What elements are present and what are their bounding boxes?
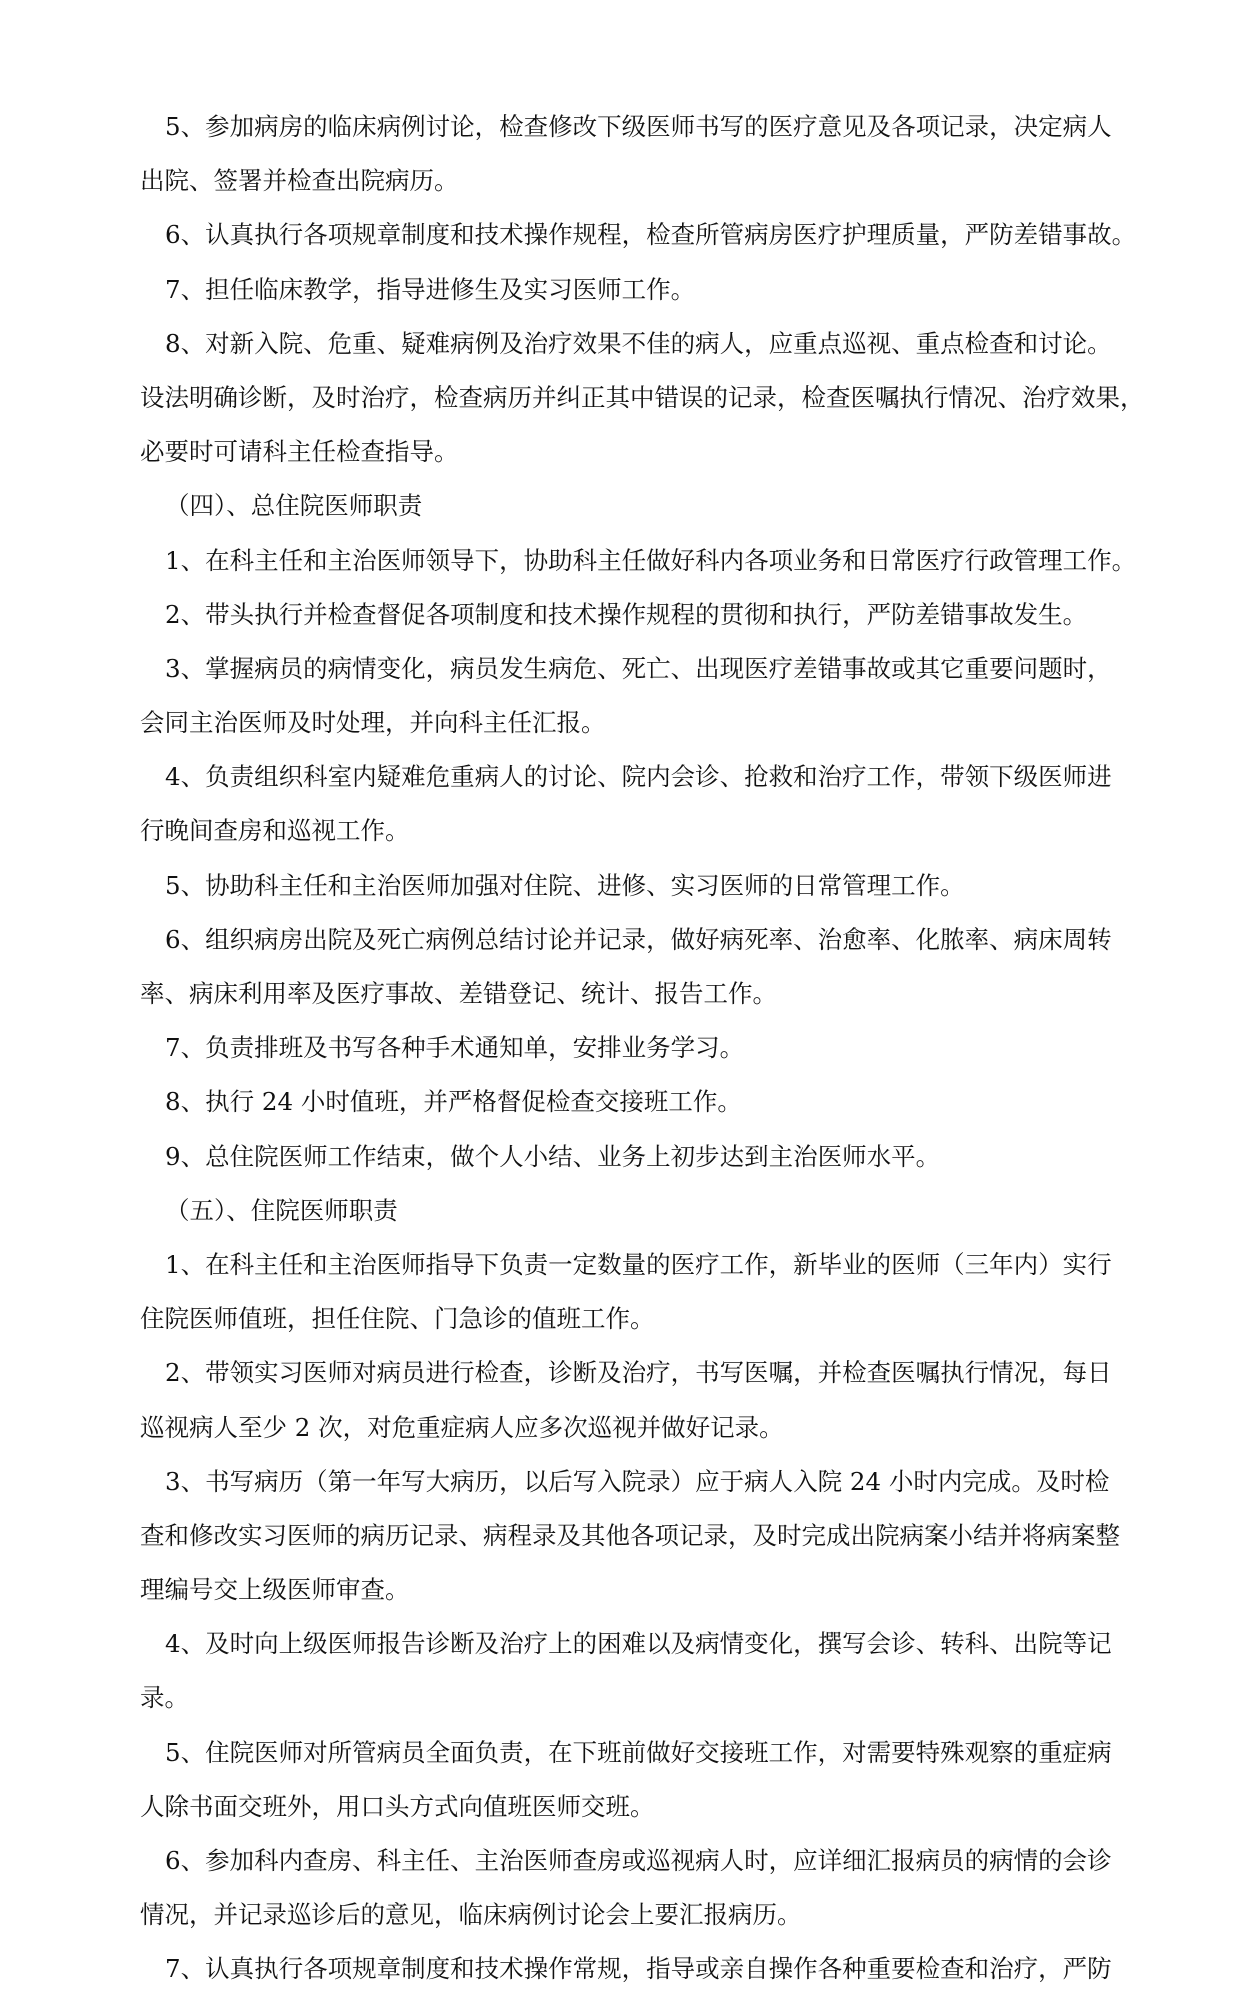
text-line: 5、协助科主任和主治医师加强对住院、进修、实习医师的日常管理工作。 [165, 870, 965, 900]
text-line: 7、担任临床教学，指导进修生及实习医师工作。 [165, 274, 696, 304]
document-page [140, 100, 1145, 1997]
text-line: 行晚间查房和巡视工作。 [140, 816, 410, 846]
text-line: 3、掌握病员的病情变化，病员发生病危、死亡、出现医疗差错事故或其它重要问题时， [165, 653, 1112, 683]
text-line: 7、负责排班及书写各种手术通知单，安排业务学习。 [165, 1033, 745, 1063]
text-line: 8、执行 24 小时值班，并严格督促检查交接班工作。 [165, 1087, 742, 1117]
text-line: 情况，并记录巡诊后的意见，临床病例讨论会上要汇报病历。 [140, 1900, 802, 1930]
text-line: 会同主治医师及时处理，并向科主任汇报。 [140, 708, 606, 738]
text-line: 2、带头执行并检查督促各项制度和技术操作规程的贯彻和执行，严防差错事故发生。 [165, 599, 1088, 629]
text-line: 设法明确诊断，及时治疗，检查病历并纠正其中错误的记录，检查医嘱执行情况、治疗效果， [140, 382, 1145, 412]
text-line: 8、对新入院、危重、疑难病例及治疗效果不佳的病人，应重点巡视、重点检查和讨论。 [165, 328, 1112, 358]
text-line: 巡视病人至少 2 次，对危重症病人应多次巡视并做好记录。 [140, 1412, 784, 1442]
text-line: （四）、总住院医师职责 [165, 491, 423, 521]
text-line: 查和修改实习医师的病历记录、病程录及其他各项记录，及时完成出院病案小结并将病案整 [140, 1520, 1120, 1550]
text-line: 1、在科主任和主治医师领导下，协助科主任做好科内各项业务和日常医疗行政管理工作。 [165, 545, 1137, 575]
text-line: 5、参加病房的临床病例讨论，检查修改下级医师书写的医疗意见及各项记录，决定病人 [165, 112, 1112, 141]
text-line: 人除书面交班外，用口头方式向值班医师交班。 [140, 1791, 655, 1821]
text-line: 6、认真执行各项规章制度和技术操作规程，检查所管病房医疗护理质量，严防差错事故。 [165, 220, 1137, 250]
text-line: 6、组织病房出院及死亡病例总结讨论并记录，做好病死率、治愈率、化脓率、病床周转 [165, 924, 1112, 954]
text-line: 率、病床利用率及医疗事故、差错登记、统计、报告工作。 [140, 979, 777, 1008]
text-line: 9、总住院医师工作结束，做个人小结、业务上初步达到主治医师水平。 [165, 1141, 941, 1171]
text-line: （五）、住院医师职责 [165, 1195, 398, 1225]
text-line: 4、负责组织科室内疑难危重病人的讨论、院内会诊、抢救和治疗工作，带领下级医师进 [165, 762, 1112, 792]
text-line: 2、带领实习医师对病员进行检查，诊断及治疗，书写医嘱，并检查医嘱执行情况，每日 [165, 1358, 1112, 1388]
text-line: 住院医师值班，担任住院、门急诊的值班工作。 [140, 1304, 655, 1334]
text-line: 4、及时向上级医师报告诊断及治疗上的困难以及病情变化，撰写会诊、转科、出院等记 [165, 1629, 1112, 1659]
text-line: 录。 [140, 1683, 189, 1713]
text-line: 出院、签署并检查出院病历。 [140, 166, 459, 196]
text-line: 7、认真执行各项规章制度和技术操作常规，指导或亲自操作各种重要检查和治疗，严防 [165, 1954, 1112, 1984]
text-line: 理编号交上级医师审查。 [140, 1575, 410, 1605]
text-line: 6、参加科内查房、科主任、主治医师查房或巡视病人时，应详细汇报病员的病情的会诊 [165, 1846, 1112, 1875]
text-line: 必要时可请科主任检查指导。 [140, 437, 459, 467]
text-line: 3、书写病历（第一年写大病历，以后写入院录）应于病人入院 24 小时内完成。及时检 [165, 1466, 1110, 1496]
text-line: 5、住院医师对所管病员全面负责，在下班前做好交接班工作，对需要特殊观察的重症病 [165, 1737, 1112, 1767]
text-line: 1、在科主任和主治医师指导下负责一定数量的医疗工作，新毕业的医师（三年内）实行 [165, 1249, 1112, 1279]
